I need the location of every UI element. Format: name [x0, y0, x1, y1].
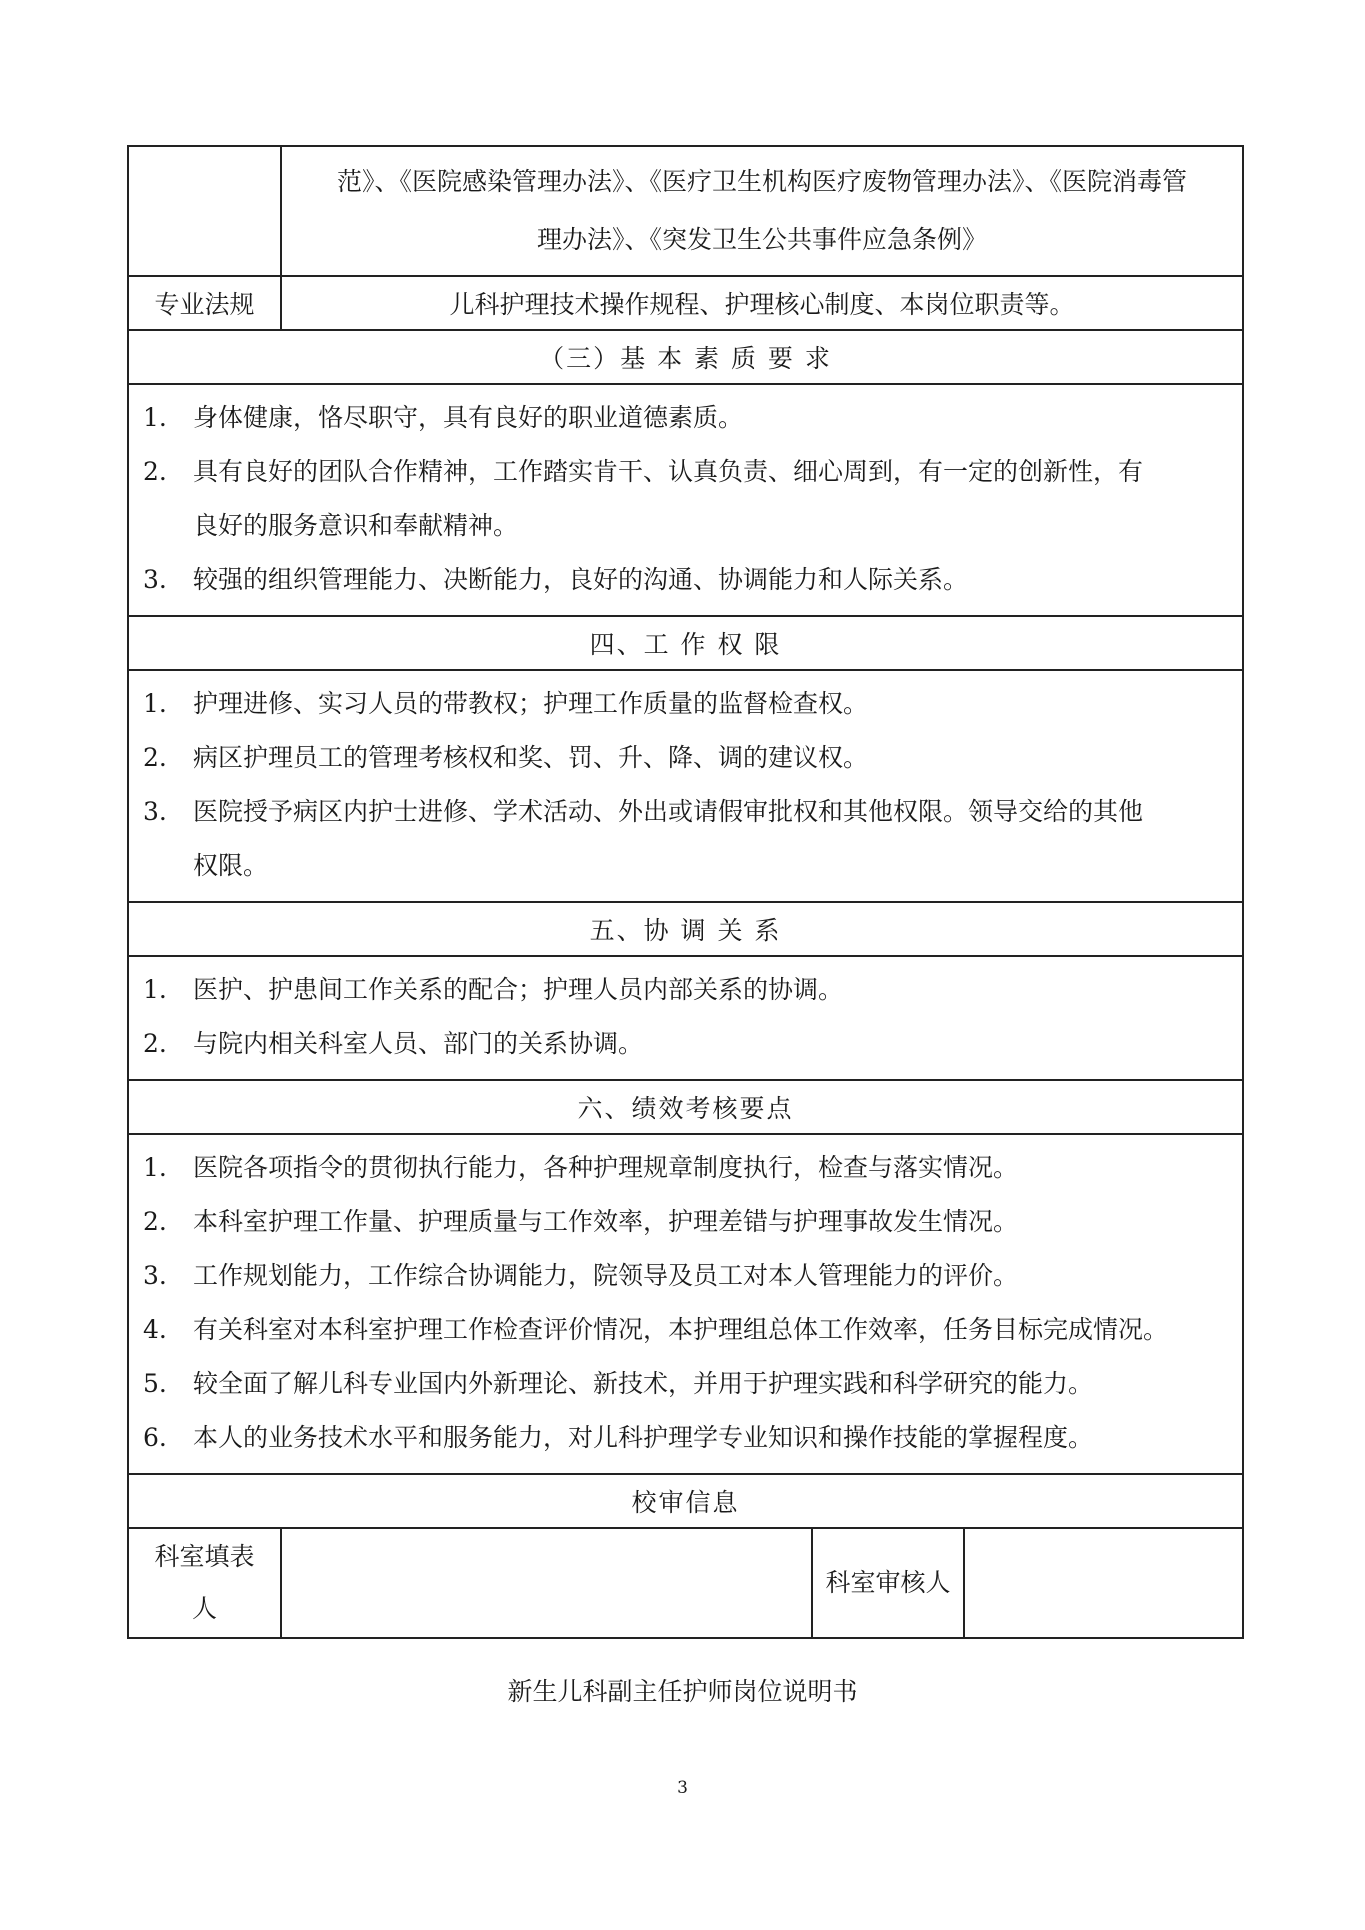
list-item-line — [129, 677, 1242, 731]
coordination-header-row — [128, 902, 1243, 956]
professional-regulations-row — [128, 276, 1243, 330]
list-item-number: 1. — [143, 403, 167, 432]
list-item-line — [129, 1017, 1242, 1071]
list-item-number: 6. — [143, 1423, 167, 1452]
list-item-text: 良好的服务意识和奉献精神。 — [193, 511, 519, 540]
list-item-text: 医院授予病区内护士进修、学术活动、外出或请假审批权和其他权限。领导交给的其他 — [193, 797, 1144, 826]
list-item-text: 工作规划能力，工作综合协调能力，院领导及员工对本人管理能力的评价。 — [193, 1261, 1019, 1290]
basic-quality-list — [128, 384, 1243, 616]
laws-text-line2: 理办法》、《突发卫生公共事件应急条例》 — [537, 225, 988, 254]
list-item-line — [129, 1411, 1242, 1465]
filler-value-field[interactable] — [281, 1528, 812, 1638]
professional-regulations-label: 专业法规 — [128, 276, 281, 330]
laws-text-cell — [281, 146, 1243, 276]
list-item-number: 3. — [143, 797, 167, 826]
list-item-text: 与院内相关科室人员、部门的关系协调。 — [193, 1029, 644, 1058]
job-description-table — [127, 145, 1244, 1639]
laws-label-cell — [128, 146, 281, 276]
list-item-number: 4. — [143, 1315, 167, 1344]
list-item-text: 权限。 — [193, 851, 269, 880]
list-item-number: 1. — [143, 975, 167, 1004]
basic-quality-title: （三）基 本 素 质 要 求 — [128, 330, 1243, 384]
list-item-line — [129, 499, 1242, 553]
list-item-text: 较全面了解儿科专业国内外新理论、新技术，并用于护理实践和科学研究的能力。 — [193, 1369, 1094, 1398]
list-item-number: 2. — [143, 1029, 167, 1058]
laws-row — [128, 146, 1243, 276]
list-item-text: 本人的业务技术水平和服务能力，对儿科护理学专业知识和操作技能的掌握程度。 — [193, 1423, 1094, 1452]
authority-list-row — [128, 670, 1243, 902]
list-item-number: 2. — [143, 1207, 167, 1236]
list-item-text: 具有良好的团队合作精神，工作踏实肯干、认真负责、细心周到，有一定的创新性，有 — [193, 457, 1144, 486]
document-footer-title: 新生儿科副主任护师岗位说明书 — [507, 1677, 858, 1706]
list-item-text: 护理进修、实习人员的带教权；护理工作质量的监督检查权。 — [193, 689, 869, 718]
list-item-number: 3. — [143, 565, 167, 594]
review-info-row — [128, 1528, 1243, 1638]
list-item-line — [129, 963, 1242, 1017]
laws-text-line1: 范》、《医院感染管理办法》、《医疗卫生机构医疗废物管理办法》、《医院消毒管 — [337, 167, 1188, 196]
list-item-line — [129, 1141, 1242, 1195]
performance-list-row — [128, 1134, 1243, 1474]
list-item-line — [129, 731, 1242, 785]
coordination-list — [128, 956, 1243, 1080]
coordination-list-row — [128, 956, 1243, 1080]
list-item-line — [129, 445, 1242, 499]
list-item-line — [129, 1195, 1242, 1249]
list-item-line — [129, 839, 1242, 893]
list-item-text: 身体健康，恪尽职守，具有良好的职业道德素质。 — [193, 403, 744, 432]
list-item-number: 1. — [143, 1153, 167, 1182]
list-item-number: 5. — [143, 1369, 167, 1398]
authority-header-row — [128, 616, 1243, 670]
list-item-text: 较强的组织管理能力、决断能力，良好的沟通、协调能力和人际关系。 — [193, 565, 969, 594]
review-title: 校审信息 — [128, 1474, 1243, 1528]
list-item-line — [129, 391, 1242, 445]
list-item-text: 本科室护理工作量、护理质量与工作效率，护理差错与护理事故发生情况。 — [193, 1207, 1019, 1236]
coordination-title: 五、协 调 关 系 — [128, 902, 1243, 956]
list-item-line — [129, 785, 1242, 839]
filler-label-line2: 人 — [191, 1594, 217, 1623]
performance-title: 六、绩效考核要点 — [128, 1080, 1243, 1134]
performance-header-row — [128, 1080, 1243, 1134]
basic-quality-list-row — [128, 384, 1243, 616]
list-item-number: 2. — [143, 743, 167, 772]
list-item-line — [129, 1303, 1242, 1357]
list-item-text: 医护、护患间工作关系的配合；护理人员内部关系的协调。 — [193, 975, 844, 1004]
list-item-line — [129, 553, 1242, 607]
list-item-number: 3. — [143, 1261, 167, 1290]
filler-label-line1: 科室填表 — [154, 1542, 255, 1571]
page-number: 3 — [677, 1778, 688, 1798]
performance-list — [128, 1134, 1243, 1474]
list-item-line — [129, 1357, 1242, 1411]
reviewer-value-field[interactable] — [964, 1528, 1243, 1638]
filler-label — [128, 1528, 281, 1638]
list-item-number: 1. — [143, 689, 167, 718]
list-item-number: 2. — [143, 457, 167, 486]
list-item-line — [129, 1249, 1242, 1303]
authority-list — [128, 670, 1243, 902]
basic-quality-header-row — [128, 330, 1243, 384]
list-item-text: 有关科室对本科室护理工作检查评价情况，本护理组总体工作效率，任务目标完成情况。 — [193, 1315, 1169, 1344]
authority-title: 四、工 作 权 限 — [128, 616, 1243, 670]
list-item-text: 病区护理员工的管理考核权和奖、罚、升、降、调的建议权。 — [193, 743, 869, 772]
reviewer-label: 科室审核人 — [812, 1528, 964, 1638]
review-header-row — [128, 1474, 1243, 1528]
list-item-text: 医院各项指令的贯彻执行能力，各种护理规章制度执行，检查与落实情况。 — [193, 1153, 1019, 1182]
professional-regulations-text: 儿科护理技术操作规程、护理核心制度、本岗位职责等。 — [281, 276, 1243, 330]
